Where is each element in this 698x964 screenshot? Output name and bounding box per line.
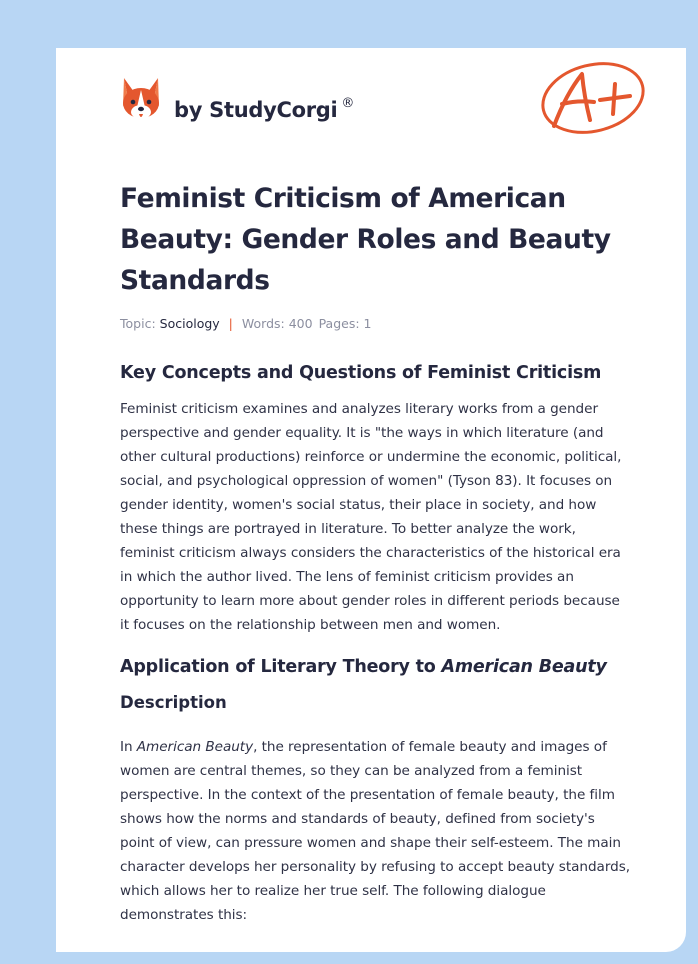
topic-label: Topic: (120, 316, 156, 331)
page-title: Feminist Criticism of American Beauty: Gender Roles and Beauty Standards (120, 183, 611, 296)
grade-badge-icon (538, 60, 648, 140)
para-film-title: American Beauty (136, 739, 254, 755)
studycorgi-logo[interactable] (120, 76, 380, 124)
heading-text: Application of Literary Theory to (120, 657, 442, 677)
paragraph-description (120, 735, 632, 927)
brand-prefix: by (174, 98, 210, 122)
page-count: Pages: 1 (318, 316, 372, 331)
subheading-description: Description (120, 693, 227, 712)
paragraph-feminist-criticism: Feminist criticism examines and analyzes literary works from a gender perspective and gender equality. It is "the ways in which literature (and other cultural productions) reinforce or undermine the economic, political, social, and psychological oppression of women" (Tyson 83). It focuses on gender identity, women's social status, their place in society, and how these things are portrayed in literature. To better analyze the work, feminist criticism always considers the characteristics of the historical era in which the author lived. The lens of feminist criticism provides an opportunity to learn more about gender roles in different periods because it focuses on the relationship between men and women. (120, 401, 622, 633)
meta-separator: | (228, 316, 233, 331)
article-meta (120, 315, 632, 333)
section-heading-key-concepts: Key Concepts and Questions of Feminist Criticism (120, 363, 602, 383)
registered-mark: ® (341, 96, 355, 111)
section-heading-application (120, 655, 632, 679)
topic-link[interactable]: Sociology (159, 316, 220, 331)
brand-name: StudyCorgi (209, 98, 338, 122)
word-count: Words: 400 (241, 316, 313, 331)
heading-film-title: American Beauty (441, 657, 607, 677)
brand-wordmark (174, 96, 354, 122)
para-rest: , the representation of female beauty and images of women are central themes, so they can be analyzed from a feminist perspective. In the context of the presentation of female beauty, the film shows how the norms and standards of beauty, defined from society's point of view, can pressure women and shape their self-esteem. The main character develops her personality by refusing to accept beauty standards, which allows her to realize her true self. The following dialogue demonstrates this: (120, 739, 631, 923)
para-prefix: In (120, 739, 137, 755)
article-body (120, 178, 632, 927)
document-page (56, 48, 686, 952)
corgi-icon (120, 76, 162, 122)
